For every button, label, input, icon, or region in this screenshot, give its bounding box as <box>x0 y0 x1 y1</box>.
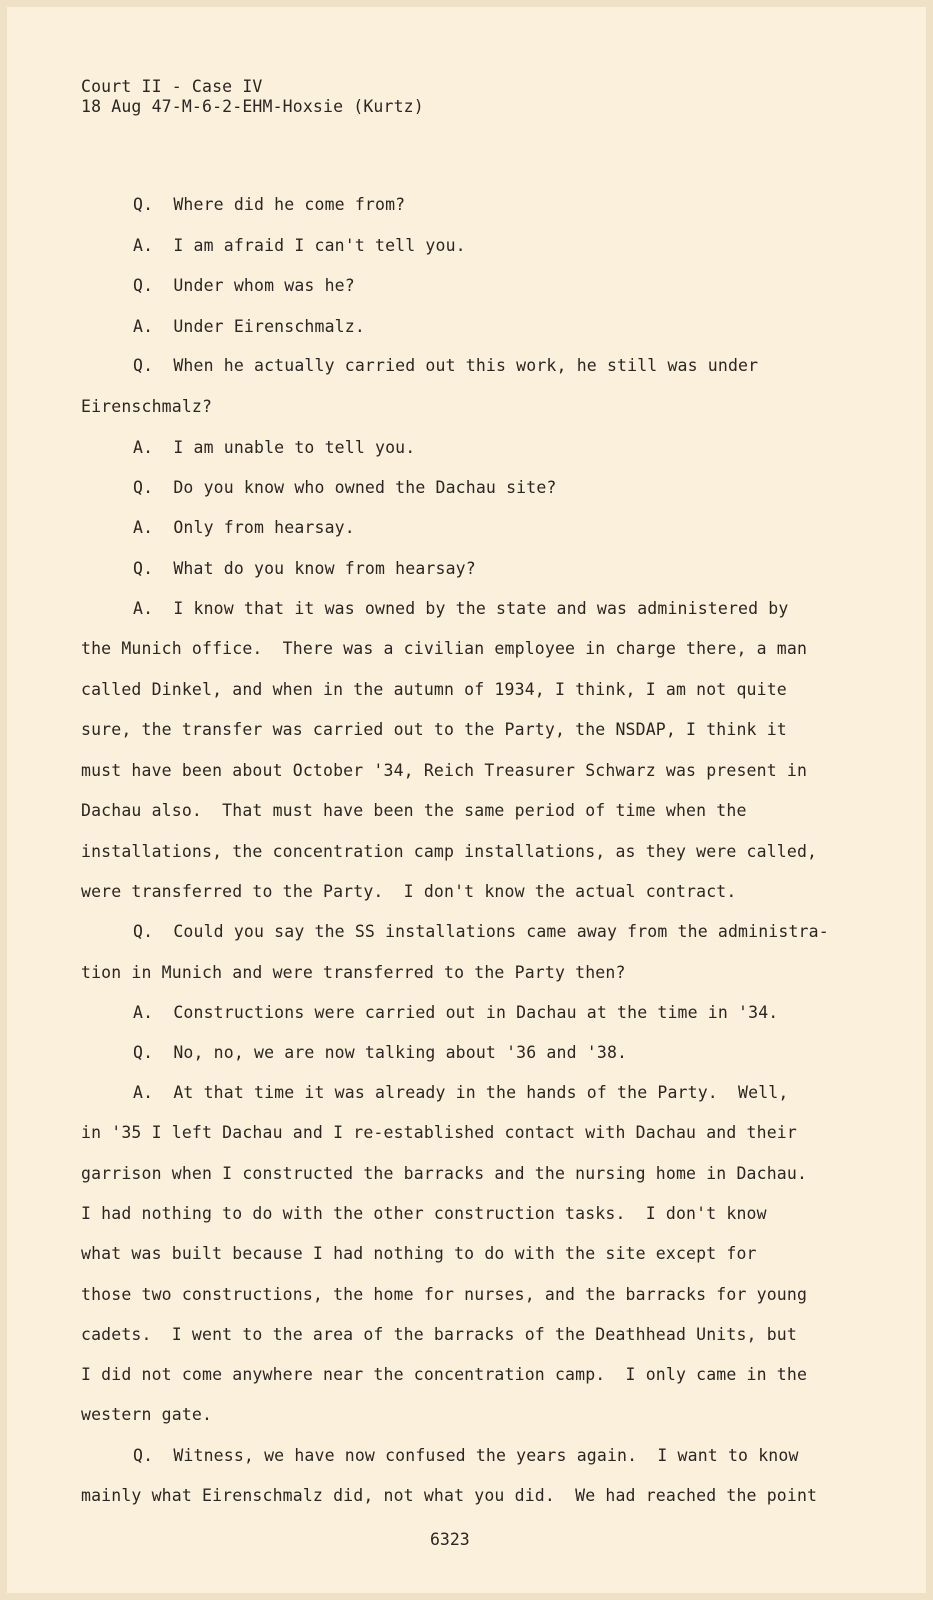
header-date-reference: 18 Aug 47-M-6-2-EHM-Hoxsie (Kurtz) <box>81 97 424 116</box>
transcript-line: what was built because I had nothing to do with the site except for <box>81 1244 757 1263</box>
transcript-line: A. I am afraid I can't tell you. <box>133 236 466 255</box>
transcript-line: must have been about October '34, Reich Treasurer Schwarz was present in <box>81 761 808 780</box>
transcript-line: called Dinkel, and when in the autumn of 1934, I think, I am not quite <box>81 680 787 699</box>
transcript-line: A. Constructions were carried out in Dachau at the time in '34. <box>133 1003 779 1022</box>
transcript-line: western gate. <box>81 1405 213 1424</box>
transcript-line: in '35 I left Dachau and I re-established contact with Dachau and their <box>81 1123 797 1142</box>
transcript-line: garrison when I constructed the barracks and the nursing home in Dachau. <box>81 1164 808 1183</box>
transcript-line: I had nothing to do with the other construction tasks. I don't know <box>81 1204 767 1223</box>
transcript-line: Q. Under whom was he? <box>133 276 355 295</box>
transcript-line: those two constructions, the home for nurses, and the barracks for young <box>81 1285 808 1304</box>
transcript-line: Q. No, no, we are now talking about '36 and '38. <box>133 1043 628 1062</box>
transcript-line: Q. Do you know who owned the Dachau site? <box>133 478 557 497</box>
transcript-line: sure, the transfer was carried out to the Party, the NSDAP, I think it <box>81 720 787 739</box>
transcript-line: Dachau also. That must have been the same period of time when the <box>81 801 747 820</box>
transcript-line: tion in Munich and were transferred to the Party then? <box>81 963 626 982</box>
transcript-line: A. I know that it was owned by the state and was administered by <box>133 599 789 618</box>
page-number: 6323 <box>430 1530 470 1549</box>
transcript-line: the Munich office. There was a civilian employee in charge there, a man <box>81 639 808 658</box>
transcript-line: A. Only from hearsay. <box>133 518 355 537</box>
transcript-line: installations, the concentration camp installations, as they were called, <box>81 842 818 861</box>
header-court-case: Court II - Case IV <box>81 77 263 96</box>
transcript-line: were transferred to the Party. I don't know the actual contract. <box>81 882 737 901</box>
transcript-line: Q. Could you say the SS installations came away from the administra- <box>133 922 829 941</box>
transcript-line: Q. When he actually carried out this work, he still was under <box>133 356 759 375</box>
transcript-line: Eirenschmalz? <box>81 397 213 416</box>
transcript-line: mainly what Eirenschmalz did, not what you did. We had reached the point <box>81 1486 818 1505</box>
transcript-line: A. Under Eirenschmalz. <box>133 317 365 336</box>
transcript-line: Q. What do you know from hearsay? <box>133 559 476 578</box>
transcript-line: A. At that time it was already in the hands of the Party. Well, <box>133 1083 789 1102</box>
transcript-line: A. I am unable to tell you. <box>133 438 416 457</box>
transcript-line: Q. Where did he come from? <box>133 195 406 214</box>
transcript-line: Q. Witness, we have now confused the years again. I want to know <box>133 1446 799 1465</box>
transcript-line: I did not come anywhere near the concentration camp. I only came in the <box>81 1365 808 1384</box>
transcript-line: cadets. I went to the area of the barracks of the Deathhead Units, but <box>81 1325 797 1344</box>
